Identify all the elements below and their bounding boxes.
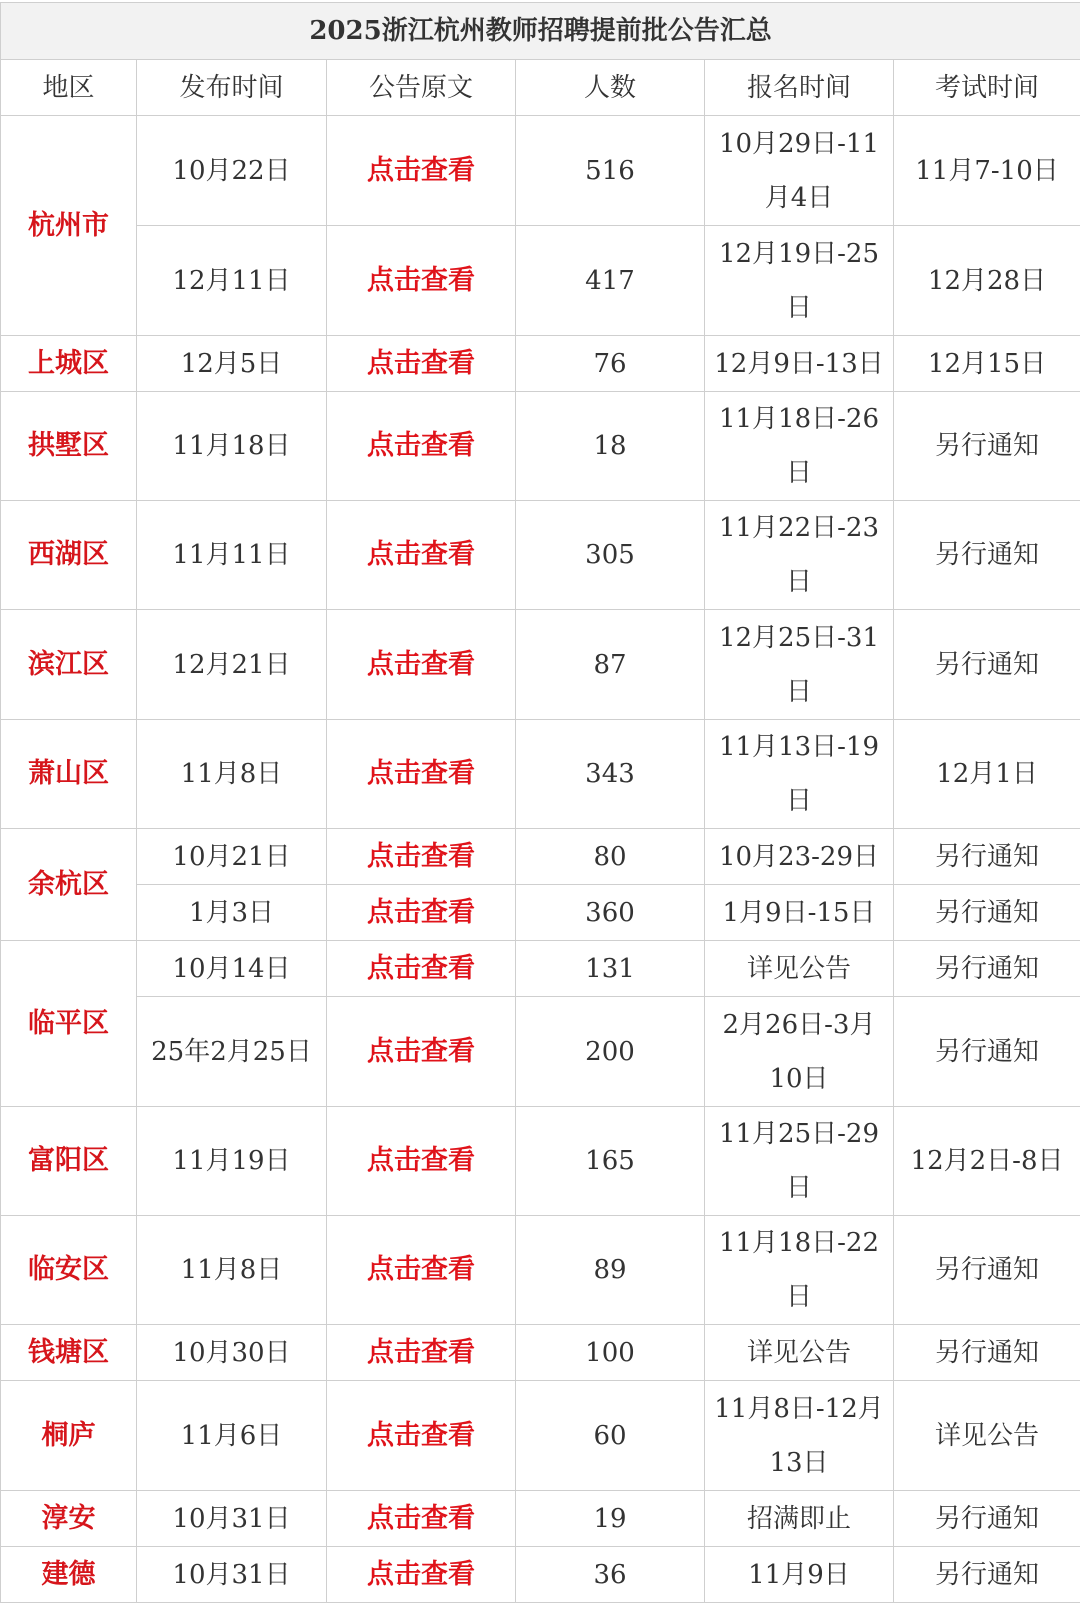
- exam-time-cell: 另行通知: [894, 829, 1080, 885]
- exam-time-cell: 11月7-10日: [894, 116, 1080, 226]
- signup-time-cell: 11月18日-26日: [705, 392, 894, 501]
- header-signup-time: 报名时间: [705, 60, 894, 116]
- exam-time-cell: 另行通知: [894, 941, 1080, 997]
- table-row: [1, 885, 1080, 941]
- region-cell: 萧山区: [1, 720, 137, 829]
- table-row: [1, 116, 1080, 226]
- publish-time-cell: 25年2月25日: [137, 997, 327, 1107]
- view-notice-link[interactable]: 点击查看: [327, 1381, 516, 1491]
- table-row: [1, 1325, 1080, 1381]
- region-cell: 西湖区: [1, 501, 137, 610]
- count-cell: 89: [516, 1216, 705, 1325]
- view-notice-link[interactable]: 点击查看: [327, 720, 516, 829]
- table-row: [1, 226, 1080, 336]
- signup-time-cell: 2月26日-3月10日: [705, 997, 894, 1107]
- publish-time-cell: 12月21日: [137, 610, 327, 720]
- signup-time-cell: 11月22日-23日: [705, 501, 894, 610]
- region-cell: 临平区: [1, 941, 137, 1107]
- table-row: [1, 501, 1080, 610]
- publish-time-cell: 1月3日: [137, 885, 327, 941]
- publish-time-cell: 10月31日: [137, 1547, 327, 1603]
- table-row: [1, 610, 1080, 720]
- view-notice-link[interactable]: 点击查看: [327, 501, 516, 610]
- region-cell: 滨江区: [1, 610, 137, 720]
- signup-time-cell: 11月9日: [705, 1547, 894, 1603]
- count-cell: 18: [516, 392, 705, 501]
- signup-time-cell: 10月23-29日: [705, 829, 894, 885]
- table-row: [1, 997, 1080, 1107]
- signup-time-cell: 11月13日-19日: [705, 720, 894, 829]
- exam-time-cell: 12月2日-8日: [894, 1107, 1080, 1216]
- signup-time-cell: 招满即止: [705, 1491, 894, 1547]
- count-cell: 165: [516, 1107, 705, 1216]
- header-exam-time: 考试时间: [894, 60, 1080, 116]
- header-count: 人数: [516, 60, 705, 116]
- header-region: 地区: [1, 60, 137, 116]
- view-notice-link[interactable]: 点击查看: [327, 1491, 516, 1547]
- count-cell: 305: [516, 501, 705, 610]
- exam-time-cell: 另行通知: [894, 501, 1080, 610]
- table-row: [1, 1381, 1080, 1491]
- count-cell: 417: [516, 226, 705, 336]
- region-cell: 临安区: [1, 1216, 137, 1325]
- publish-time-cell: 11月8日: [137, 1216, 327, 1325]
- region-cell: 拱墅区: [1, 392, 137, 501]
- publish-time-cell: 10月22日: [137, 116, 327, 226]
- count-cell: 76: [516, 336, 705, 392]
- publish-time-cell: 10月31日: [137, 1491, 327, 1547]
- region-cell: 富阳区: [1, 1107, 137, 1216]
- publish-time-cell: 12月5日: [137, 336, 327, 392]
- table-row: [1, 1547, 1080, 1603]
- view-notice-link[interactable]: 点击查看: [327, 1216, 516, 1325]
- signup-time-cell: 详见公告: [705, 1325, 894, 1381]
- view-notice-link[interactable]: 点击查看: [327, 885, 516, 941]
- signup-time-cell: 11月18日-22日: [705, 1216, 894, 1325]
- signup-time-cell: 1月9日-15日: [705, 885, 894, 941]
- signup-time-cell: 10月29日-11月4日: [705, 116, 894, 226]
- signup-time-cell: 12月9日-13日: [705, 336, 894, 392]
- view-notice-link[interactable]: 点击查看: [327, 1547, 516, 1603]
- count-cell: 131: [516, 941, 705, 997]
- publish-time-cell: 10月14日: [137, 941, 327, 997]
- region-cell: 上城区: [1, 336, 137, 392]
- count-cell: 200: [516, 997, 705, 1107]
- count-cell: 100: [516, 1325, 705, 1381]
- count-cell: 516: [516, 116, 705, 226]
- count-cell: 36: [516, 1547, 705, 1603]
- table-title: 2025浙江杭州教师招聘提前批公告汇总: [1, 3, 1080, 60]
- region-cell: 杭州市: [1, 116, 137, 336]
- exam-time-cell: 12月28日: [894, 226, 1080, 336]
- count-cell: 19: [516, 1491, 705, 1547]
- publish-time-cell: 11月18日: [137, 392, 327, 501]
- publish-time-cell: 10月30日: [137, 1325, 327, 1381]
- signup-time-cell: 12月19日-25日: [705, 226, 894, 336]
- exam-time-cell: 另行通知: [894, 1325, 1080, 1381]
- publish-time-cell: 11月11日: [137, 501, 327, 610]
- view-notice-link[interactable]: 点击查看: [327, 336, 516, 392]
- view-notice-link[interactable]: 点击查看: [327, 392, 516, 501]
- exam-time-cell: 另行通知: [894, 1491, 1080, 1547]
- count-cell: 60: [516, 1381, 705, 1491]
- publish-time-cell: 11月6日: [137, 1381, 327, 1491]
- view-notice-link[interactable]: 点击查看: [327, 610, 516, 720]
- table-row: [1, 941, 1080, 997]
- region-cell: 桐庐: [1, 1381, 137, 1491]
- table-row: [1, 720, 1080, 829]
- publish-time-cell: 11月8日: [137, 720, 327, 829]
- region-cell: 钱塘区: [1, 1325, 137, 1381]
- count-cell: 87: [516, 610, 705, 720]
- table-row: [1, 336, 1080, 392]
- region-cell: 淳安: [1, 1491, 137, 1547]
- exam-time-cell: 详见公告: [894, 1381, 1080, 1491]
- exam-time-cell: 12月1日: [894, 720, 1080, 829]
- view-notice-link[interactable]: 点击查看: [327, 829, 516, 885]
- exam-time-cell: 12月15日: [894, 336, 1080, 392]
- signup-time-cell: 11月8日-12月13日: [705, 1381, 894, 1491]
- header-notice-original: 公告原文: [327, 60, 516, 116]
- title-row: [1, 3, 1080, 60]
- count-cell: 360: [516, 885, 705, 941]
- table-row: [1, 1491, 1080, 1547]
- view-notice-link[interactable]: 点击查看: [327, 1325, 516, 1381]
- recruitment-table: [0, 2, 1080, 1603]
- exam-time-cell: 另行通知: [894, 997, 1080, 1107]
- region-cell: 建德: [1, 1547, 137, 1603]
- region-cell: 余杭区: [1, 829, 137, 941]
- table-row: [1, 829, 1080, 885]
- exam-time-cell: 另行通知: [894, 392, 1080, 501]
- publish-time-cell: 11月19日: [137, 1107, 327, 1216]
- table-row: [1, 392, 1080, 501]
- header-row: [1, 60, 1080, 116]
- view-notice-link[interactable]: 点击查看: [327, 941, 516, 997]
- view-notice-link[interactable]: 点击查看: [327, 116, 516, 226]
- exam-time-cell: 另行通知: [894, 885, 1080, 941]
- count-cell: 80: [516, 829, 705, 885]
- exam-time-cell: 另行通知: [894, 610, 1080, 720]
- header-publish-time: 发布时间: [137, 60, 327, 116]
- view-notice-link[interactable]: 点击查看: [327, 1107, 516, 1216]
- exam-time-cell: 另行通知: [894, 1547, 1080, 1603]
- signup-time-cell: 12月25日-31日: [705, 610, 894, 720]
- signup-time-cell: 11月25日-29日: [705, 1107, 894, 1216]
- publish-time-cell: 12月11日: [137, 226, 327, 336]
- table-row: [1, 1107, 1080, 1216]
- count-cell: 343: [516, 720, 705, 829]
- table-row: [1, 1216, 1080, 1325]
- view-notice-link[interactable]: 点击查看: [327, 226, 516, 336]
- signup-time-cell: 详见公告: [705, 941, 894, 997]
- exam-time-cell: 另行通知: [894, 1216, 1080, 1325]
- publish-time-cell: 10月21日: [137, 829, 327, 885]
- view-notice-link[interactable]: 点击查看: [327, 997, 516, 1107]
